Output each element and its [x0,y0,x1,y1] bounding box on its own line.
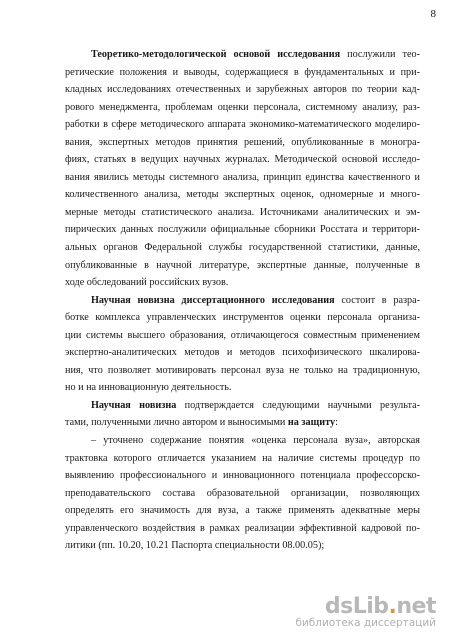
text-line [65,432,420,450]
text-segment: но и на инновационную деятельность. [65,382,232,394]
text-segment: экспертно-аналитических методов и методов психофизического шкалирова- [65,347,420,359]
watermark-dot: . [388,594,397,619]
text-segment: кладных исследованиях отечественных и зарубежных авторов по теории кад- [65,84,420,96]
text-segment: мерные методы статистического анализа. Источниками аналитических и эм- [65,206,420,218]
text-segment: работки в сфере методического аппарата экономико-математического моделиро- [65,119,420,131]
text-line [65,239,420,257]
text-line [65,502,420,520]
text-segment: пирических данных послужили официальные сборники Росстата и территори- [65,224,420,236]
text-line [65,309,420,327]
watermark-tld: net [396,594,436,619]
text-segment: преподавательского состава образовательной организации, позволяющих [65,487,420,499]
text-line [65,450,420,468]
watermark-subtitle: библиотека диссертаций [295,617,436,629]
text-segment: ходе обследований российских вузов. [65,277,229,289]
text-line [65,520,420,538]
text-segment: ботке комплекса управленческих инструментов оценки персонала организа- [65,312,420,324]
text-line [65,81,420,99]
text-segment: литики (пп. 10.20, 10.21 Паспорта специальности 08.00.05); [65,540,325,552]
text-segment: состоит в разра- [334,294,420,306]
text-segment: вания явились методы системного анализа, принцип единства качественного и [65,171,420,183]
text-segment: послужили тео- [340,49,420,60]
text-line [65,537,420,555]
text-line [65,274,420,292]
text-segment: подтверждается следующими научными результа- [176,399,420,411]
text-line [65,169,420,187]
text-line [65,327,420,345]
text-segment: опубликованные в научной литературе, экспертные данные, полученные в [65,259,420,271]
text-line [65,485,420,503]
text-segment: – уточнено содержание понятия «оценка персонала вуза», авторская [91,435,420,447]
text-line [65,64,420,82]
text-line [65,362,420,380]
paragraph [65,292,420,397]
text-segment: фиях, статьях в ведущих научных журналах. Методической основой исследо- [65,154,420,166]
text-segment: : [335,417,338,429]
text-line [65,467,420,485]
text-line [65,221,420,239]
text-segment: выявлению профессионального и инновационного потенциала профессорско- [65,470,420,482]
text-segment: рового менеджмента, проблемам оценки персонала, системному анализу, раз- [65,101,420,113]
watermark-brand: dsLib [324,594,389,619]
text-line [65,379,420,397]
text-segment: ретические положения и выводы, содержащиеся в фундаментальных и при- [65,66,420,78]
text-line [65,134,420,152]
text-segment: вания, экспертных методов принятия решений, опубликованные в моногра- [65,136,420,148]
text-segment: ции системы высшего образования, отличающегося совместным применением [65,329,420,341]
paragraph [65,432,420,555]
text-line [65,204,420,222]
watermark-logo [295,594,436,629]
watermark-wordmark [295,594,436,619]
page-number: 8 [430,8,436,20]
text-segment: альных органов Федеральной службы государственной статистики, данные, [65,242,420,254]
text-line [65,397,420,415]
text-line [65,257,420,275]
text-line [65,151,420,169]
text-line [65,186,420,204]
text-segment: управленческого воздействия в рамках реализации эффективной кадровой по- [65,522,420,534]
text-line [65,414,420,432]
text-line [65,116,420,134]
document-body [65,46,420,555]
text-line [65,292,420,310]
paragraph [65,397,420,432]
text-segment: количественного анализа, методы экспертных оценок, одномерные и много- [65,189,420,201]
text-line [65,344,420,362]
text-segment: ния, что позволяет мотивировать персонал вуза не только на традиционную, [65,364,420,376]
bold-phrase: Теоретико-методологической основой исследования [91,49,341,60]
bold-phrase: Научная новизна [91,399,177,411]
text-segment: определять его значимость для вуза, а также применять адекватные меры [65,505,420,517]
text-segment: тами, полученными лично автором и выносимыми [65,417,288,429]
bold-phrase: Научная новизна диссертационного исследования [91,294,335,306]
bold-phrase: на защиту [287,417,336,429]
text-line [65,46,420,64]
text-line [65,99,420,117]
paragraph [65,46,420,292]
text-segment: трактовка которого отличается указанием на наличие системы процедур по [65,452,420,464]
